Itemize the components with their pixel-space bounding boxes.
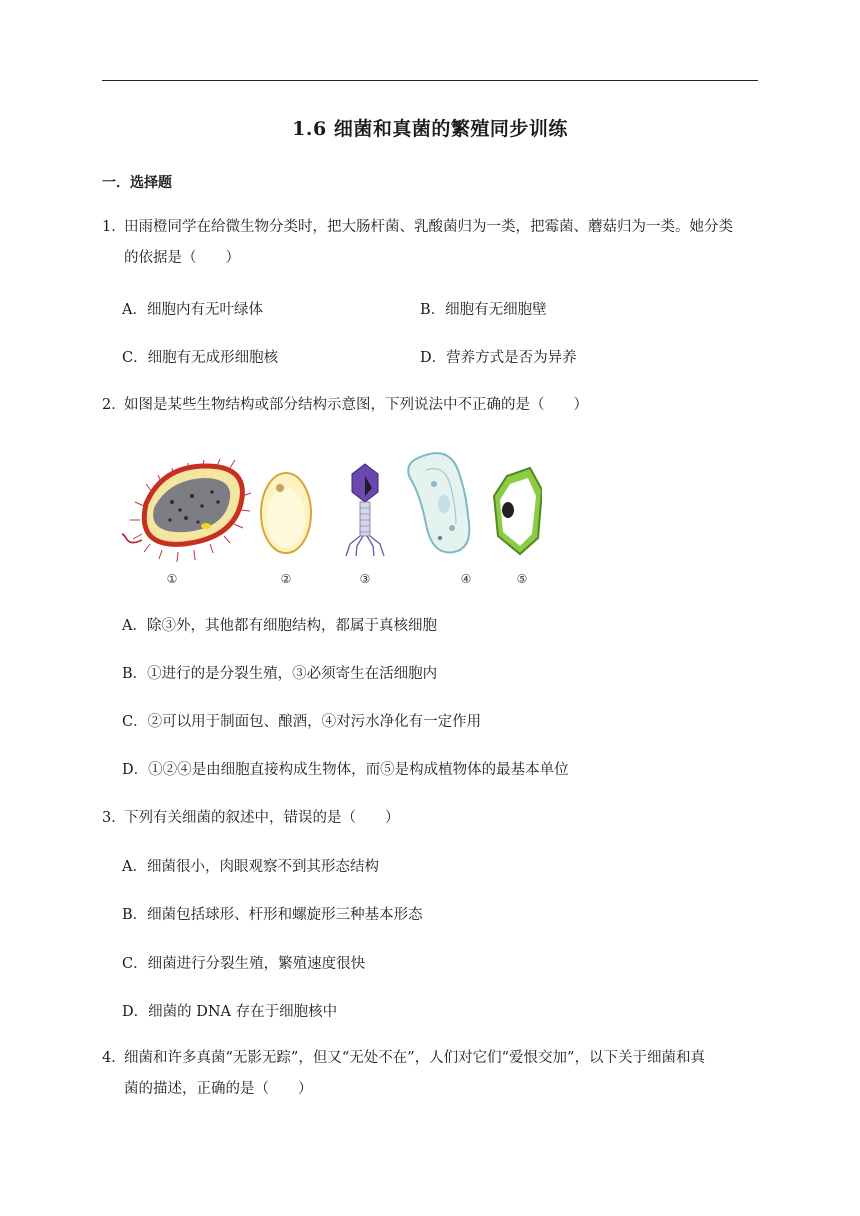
- question-number: 3．: [102, 810, 126, 826]
- figure-label-4: ④: [460, 572, 472, 586]
- paramecium-illustration: [408, 453, 469, 552]
- phage-illustration: [346, 464, 384, 556]
- page-title: 1.6 细菌和真菌的繁殖同步训练: [292, 118, 568, 140]
- plant-cell-illustration: [494, 468, 542, 554]
- option-b[interactable]: B．细胞有无细胞壁: [420, 302, 547, 318]
- question-stem: 下列有关细菌的叙述中，错误的是（ ）: [124, 810, 400, 826]
- figure-label-1: ①: [166, 572, 178, 586]
- figure-label-3: ③: [359, 572, 371, 586]
- question-stem: 细菌和许多真菌“无影无踪”，但又“无处不在”，人们对它们“爱恨交加”，以下关于细菌和真: [124, 1050, 705, 1066]
- option-d[interactable]: D．①②④是由细胞直接构成生物体，而⑤是构成植物体的最基本单位: [122, 762, 569, 778]
- question-2: [102, 390, 762, 421]
- option-c[interactable]: C．细胞有无成形细胞核: [122, 350, 279, 366]
- question-stem-continued: 菌的描述，正确的是（ ）: [124, 1081, 313, 1097]
- question-4: [102, 1043, 762, 1105]
- question-3: [102, 803, 762, 834]
- option-b[interactable]: B．①进行的是分裂生殖，③必须寄生在活细胞内: [122, 666, 438, 682]
- question-number: 1．: [102, 219, 126, 235]
- yeast-illustration: [261, 473, 311, 553]
- question-1: [102, 212, 762, 274]
- question-stem: 田雨橙同学在给微生物分类时，把大肠杆菌、乳酸菌归为一类，把霉菌、蘑菇归为一类。她分类: [124, 219, 733, 235]
- question-number: 2．: [102, 397, 126, 413]
- question-stem-continued: 的依据是（ ）: [124, 250, 240, 266]
- figure-label-5: ⑤: [516, 572, 528, 586]
- option-a[interactable]: A．细胞内有无叶绿体: [122, 302, 263, 318]
- option-d[interactable]: D．营养方式是否为异养: [420, 350, 577, 366]
- header-rule: [102, 80, 758, 81]
- section-heading: 一．选择题: [102, 175, 172, 191]
- question-stem: 如图是某些生物结构或部分结构示意图，下列说法中不正确的是（ ）: [124, 397, 588, 413]
- option-a[interactable]: A．除③外，其他都有细胞结构，都属于真核细胞: [122, 618, 437, 634]
- option-d[interactable]: D．细菌的 DNA 存在于细胞核中: [122, 1004, 338, 1020]
- bacterium-illustration: [122, 459, 251, 562]
- question-number: 4．: [102, 1050, 126, 1066]
- figure-label-2: ②: [280, 572, 292, 586]
- organism-figure: [122, 440, 542, 592]
- option-c[interactable]: C．细菌进行分裂生殖，繁殖速度很快: [122, 956, 366, 972]
- option-c[interactable]: C．②可以用于制面包、酿酒，④对污水净化有一定作用: [122, 714, 482, 730]
- option-a[interactable]: A．细菌很小，肉眼观察不到其形态结构: [122, 859, 379, 875]
- option-b[interactable]: B．细菌包括球形、杆形和螺旋形三种基本形态: [122, 907, 423, 923]
